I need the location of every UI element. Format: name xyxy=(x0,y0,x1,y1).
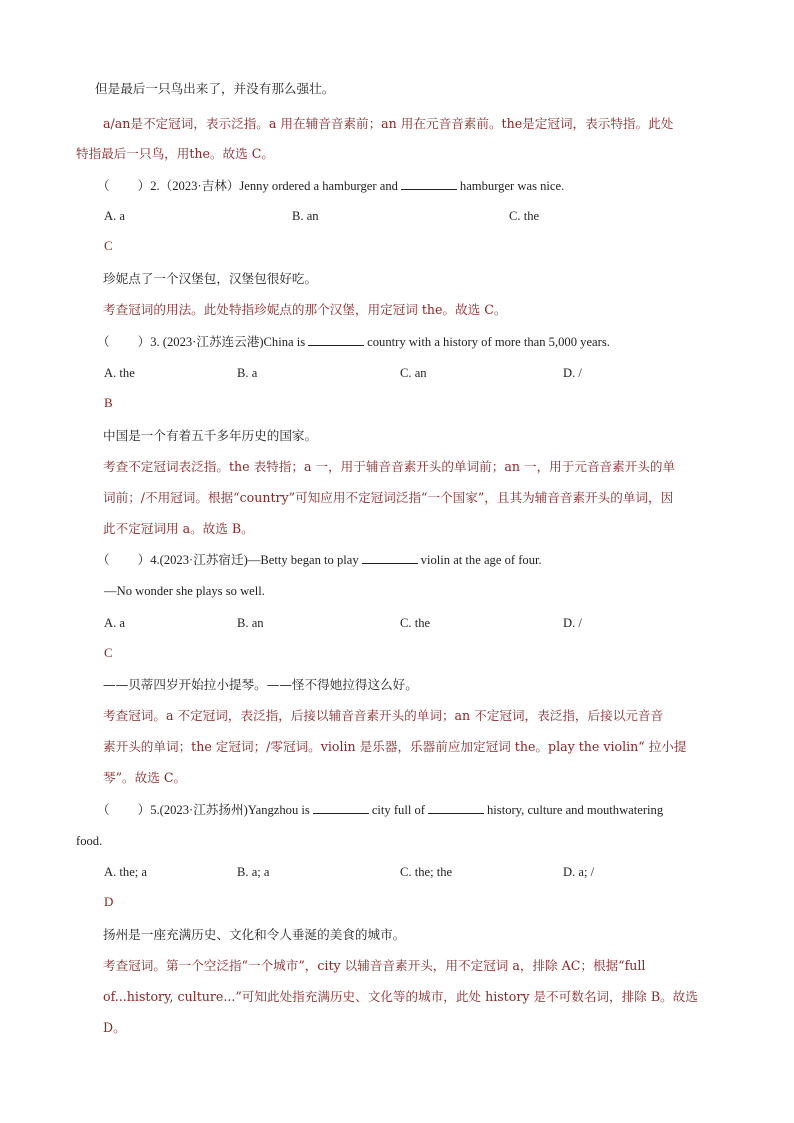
question-3-option-d: D. / xyxy=(563,366,582,380)
question-2-blank[interactable] xyxy=(401,177,457,190)
question-3-stem xyxy=(97,333,610,351)
question-2-option-b: B. an xyxy=(292,209,319,223)
question-3-option-a: A. the xyxy=(104,366,135,380)
question-5-blank-2[interactable] xyxy=(428,801,484,814)
question-5-answer: D xyxy=(104,894,114,909)
question-4-explanation-line-2: 素开头的单词；the 定冠词；/零冠词。violin 是乐器，乐器前应加定冠词 the。play the violin“ 拉小提 xyxy=(103,739,687,754)
question-5-stem-before: 5.(2023·江苏扬州)Yangzhou is xyxy=(150,803,310,817)
question-4-blank[interactable] xyxy=(362,551,418,564)
question-3-blank[interactable] xyxy=(308,333,364,346)
question-5-stem xyxy=(97,801,663,819)
question-2-option-c: C. the xyxy=(509,209,540,223)
top-explanation-line-1: a/an是不定冠词，表示泛指。a 用在辅音音素前；an 用在元音音素前。the是定冠词，表示特指。此处 xyxy=(103,116,674,131)
question-3-translation: 中国是一个有着五千多年历史的国家。 xyxy=(103,428,318,443)
question-4-stem-before: 4.(2023·江苏宿迁)—Betty began to play xyxy=(150,553,359,567)
question-3-answer: B xyxy=(104,395,113,410)
question-3-stem-after: country with a history of more than 5,000 years. xyxy=(367,335,610,349)
question-2-explanation: 考查冠词的用法。此处特指珍妮点的那个汉堡，用定冠词 the。故选 C。 xyxy=(103,302,507,317)
question-5-blank-1[interactable] xyxy=(313,801,369,814)
question-5-explanation-line-2: of...history, culture...”可知此处指充满历史、文化等的城市，此处 history 是不可数名词，排除 B。故选 xyxy=(103,989,698,1004)
question-5-stem-after: history, culture and mouthwatering xyxy=(487,803,664,817)
question-2-stem xyxy=(97,177,564,195)
question-4-stem-after: violin at the age of four. xyxy=(420,553,542,567)
question-2-stem-after: hamburger was nice. xyxy=(459,179,565,193)
question-3-stem-before: 3. (2023·江苏连云港)China is xyxy=(150,335,306,349)
question-2-stem-before: 2.（2023·吉林）Jenny ordered a hamburger and xyxy=(150,179,398,193)
top-explanation-line-2: 特指最后一只鸟，用the。故选 C。 xyxy=(76,146,274,161)
question-3-explanation-line-2: 词前；/不用冠词。根据“country”可知应用不定冠词泛指“一个国家”，且其为辅音音素开头的单词，因 xyxy=(103,490,674,505)
answer-paren: （ xyxy=(97,179,110,193)
answer-paren-close: ） xyxy=(137,335,151,349)
question-5-translation: 扬州是一座充满历史、文化和令人垂涎的美食的城市。 xyxy=(103,927,406,942)
question-4-stem xyxy=(97,551,542,569)
question-3-explanation-line-3: 此不定冠词用 a。故选 B。 xyxy=(103,521,254,536)
question-4-option-a: A. a xyxy=(104,616,125,630)
question-5-stem-mid: city full of xyxy=(371,803,425,817)
question-5-explanation-line-1: 考查冠词。第一个空泛指“一个城市”，city 以辅音音素开头，用不定冠词 a，排除 AC；根据“full xyxy=(103,958,646,973)
answer-paren-close: ） xyxy=(137,179,151,193)
question-4-stem-line-2: —No wonder she plays so well. xyxy=(104,584,265,598)
answer-paren: （ xyxy=(97,553,110,567)
question-5-stem-line-2: food. xyxy=(76,834,103,848)
question-4-translation: ——贝蒂四岁开始拉小提琴。——怪不得她拉得这么好。 xyxy=(103,677,418,692)
question-2-translation: 珍妮点了一个汉堡包，汉堡包很好吃。 xyxy=(103,271,318,286)
question-2-option-a: A. a xyxy=(104,209,125,223)
question-4-option-b: B. an xyxy=(237,616,264,630)
question-2-answer: C xyxy=(104,238,113,253)
answer-paren-close: ） xyxy=(137,803,151,817)
answer-paren: （ xyxy=(97,803,110,817)
question-5-option-a: A. the; a xyxy=(104,865,148,879)
question-5-option-d: D. a; / xyxy=(563,865,595,879)
question-4-answer: C xyxy=(104,645,113,660)
question-4-explanation-line-1: 考查冠词。a 不定冠词，表泛指，后接以辅音音素开头的单词；an 不定冠词，表泛指，后接以元音音 xyxy=(103,708,664,723)
answer-paren: （ xyxy=(97,335,110,349)
answer-paren-close: ） xyxy=(137,553,151,567)
question-4-option-c: C. the xyxy=(400,616,431,630)
question-5-option-c: C. the; the xyxy=(400,865,453,879)
question-3-option-b: B. a xyxy=(237,366,258,380)
top-translation: 但是最后一只鸟出来了，并没有那么强壮。 xyxy=(95,81,335,96)
question-5-explanation-line-3: D。 xyxy=(103,1020,126,1035)
question-3-option-c: C. an xyxy=(400,366,427,380)
question-4-option-d: D. / xyxy=(563,616,582,630)
question-5-option-b: B. a; a xyxy=(237,865,270,879)
question-3-explanation-line-1: 考查不定冠词表泛指。the 表特指；a 一，用于辅音音素开头的单词前；an 一，用于元音音素开头的单 xyxy=(103,459,676,474)
question-4-explanation-line-3: 琴”。故选 C。 xyxy=(103,770,187,785)
